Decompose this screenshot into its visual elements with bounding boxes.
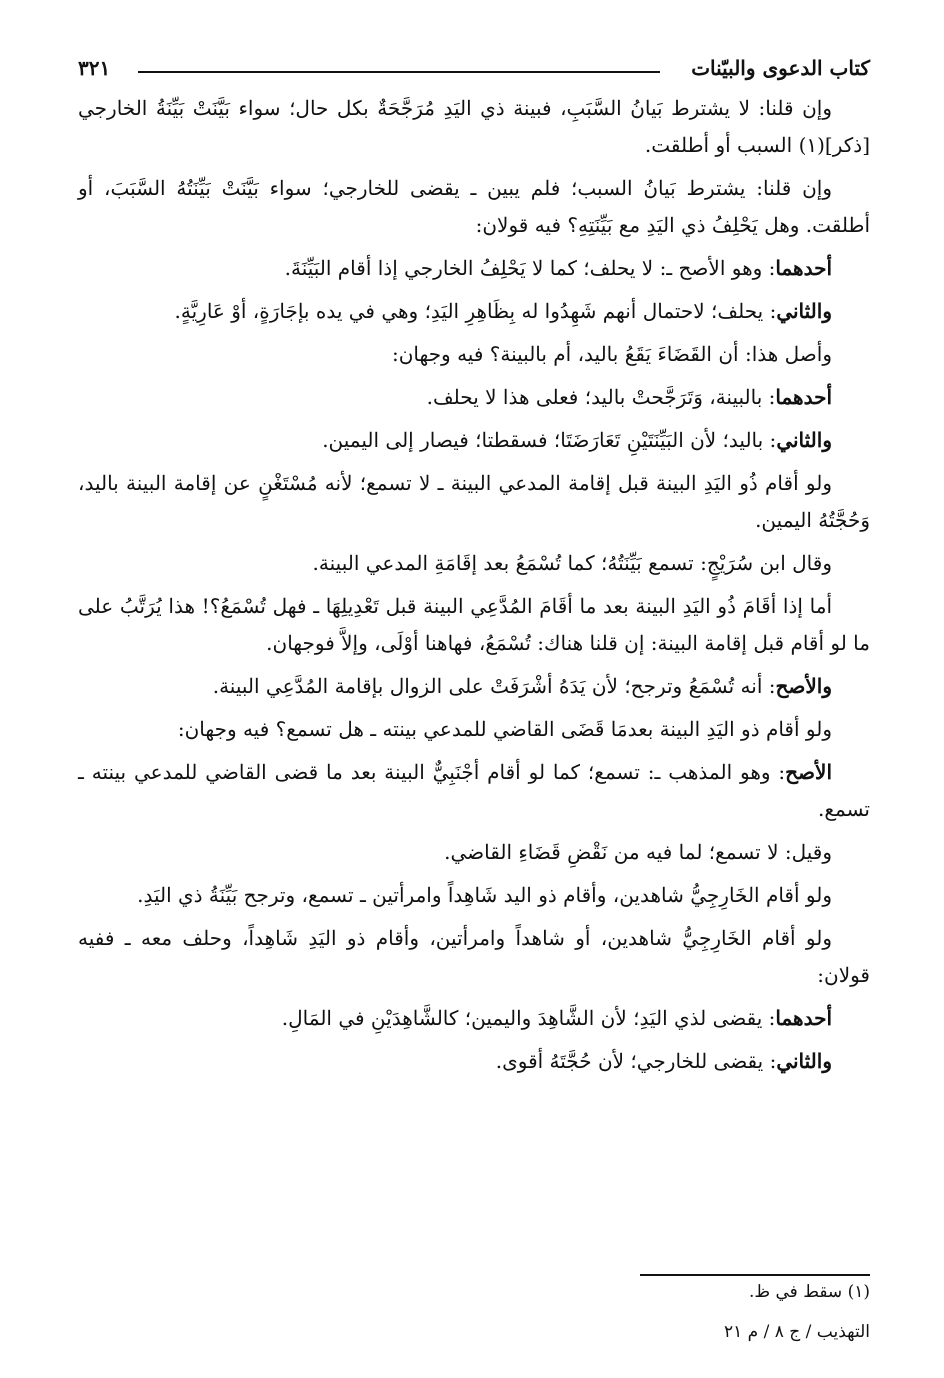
- paragraph-text: وقيل: لا تسمع؛ لما فيه من نَقْضِ قَضَاءِ القاضي.: [444, 840, 832, 864]
- paragraph: [78, 293, 870, 330]
- paragraph: [78, 379, 870, 416]
- footnote-rule: [640, 1274, 870, 1276]
- paragraph-lead: والثاني: [776, 299, 832, 323]
- paragraph-text: ولو أقام ذُو اليَدِ البينة قبل إقامة المدعي البينة ـ لا تسمع؛ لأنه مُسْتَغْنٍ عن إقامة البينة باليد، وَحُجَّتُهُ اليمين.: [78, 471, 870, 532]
- paragraph: [78, 422, 870, 459]
- paragraph: [78, 711, 870, 748]
- paragraph: [78, 250, 870, 287]
- paragraph: [78, 465, 870, 539]
- paragraph-text: : بالبينة، وَتَرَجَّحتْ باليد؛ فعلى هذا لا يحلف.: [426, 385, 776, 409]
- paragraph-text: : يقضى لذي اليَدِ؛ لأن الشَّاهِدَ واليمين؛ كالشَّاهِدَيْنِ في المَالِ.: [281, 1006, 776, 1030]
- paragraph-text: ولو أقام الخَارِجِيُّ شاهدين، وأقام ذو اليد شَاهِداً وامرأتين ـ تسمع، وترجح بَيِّنَةُ ذي اليَدِ.: [137, 883, 832, 907]
- paragraph-lead: أحدهما: [775, 1006, 832, 1030]
- paragraph-text: : يحلف؛ لاحتمال أنهم شَهِدُوا له بِظَاهِرِ اليَدِ؛ وهي في يده بإجَارَةٍ، أوْ عَارِيَّةٍ.: [174, 299, 777, 323]
- paragraph-lead: والثاني: [776, 1049, 832, 1073]
- paragraph-text: وقال ابن سُرَيْجٍ: تسمع بَيِّنَتُهُ؛ كما تُسْمَعُ بعد إقَامَةِ المدعي البينة.: [312, 551, 832, 575]
- paragraph-text: ولو أقام الخَارِجِيُّ شاهدين، أو شاهداً وامرأتين، وأقام ذو اليَدِ شَاهِداً، وحلف معه ـ ففيه قولان:: [78, 926, 870, 987]
- paragraph-lead: أحدهما: [775, 385, 832, 409]
- paragraph-text: : وهو المذهب ـ: تسمع؛ كما لو أقام أجْنَبِيٌّ البينة بعد ما قضى القاضي للمدعي بينته ـ تسمع.: [78, 760, 870, 821]
- printer-signature: التهذيب / ج ٨ / م ٢١: [723, 1322, 870, 1342]
- paragraph: [78, 834, 870, 871]
- page-number: ٣٢١: [78, 56, 111, 80]
- paragraph-text: : يقضى للخارجي؛ لأن حُجَّتَهُ أقوى.: [495, 1049, 777, 1073]
- paragraph: [78, 920, 870, 994]
- page-header: [78, 56, 870, 86]
- paragraph-text: وإن قلنا: يشترط بَيانُ السبب؛ فلم يبين ـ يقضى للخارجي؛ سواء بَيَّنَتْ بَيِّنَتُهُ السَّبَبَ، أو أطلقت. وهل يَحْلِفُ ذي اليَدِ مع بَيِّنَتِهِ؟ فيه قولان:: [78, 176, 870, 237]
- paragraph: [78, 170, 870, 244]
- book-page: [78, 0, 870, 1378]
- page-body: [78, 90, 870, 1086]
- footnote: (١) سقط في ظ.: [748, 1282, 870, 1302]
- paragraph-text: ولو أقام ذو اليَدِ البينة بعدمَا قَضَى القاضي للمدعي بينته ـ هل تسمع؟ فيه وجهان:: [177, 717, 832, 741]
- paragraph: [78, 545, 870, 582]
- paragraph-text: وإن قلنا: لا يشترط بَيانُ السَّبَبِ، فبينة ذي اليَدِ مُرَجَّحَةٌ بكل حال؛ سواء بَيَّنَتْ بَيِّنَةُ الخارجي [ذكر](١) السبب أو أطلقت.: [78, 96, 870, 157]
- paragraph: [78, 336, 870, 373]
- paragraph-lead: والأصح: [775, 674, 832, 698]
- paragraph: [78, 588, 870, 662]
- paragraph-text: وأصل هذا: أن القَضَاءَ يَقَعُ باليد، أم بالبينة؟ فيه وجهان:: [391, 342, 832, 366]
- paragraph-lead: أحدهما: [775, 256, 832, 280]
- paragraph: [78, 90, 870, 164]
- paragraph: [78, 1043, 870, 1080]
- header-rule: [138, 71, 660, 73]
- paragraph: [78, 754, 870, 828]
- paragraph-text: أما إذا أقَامَ ذُو اليَدِ البينة بعد ما أقَامَ المُدَّعِي البينة قبل تَعْدِيلِهَا ـ فهل تُسْمَعُ؟! هذا يُرَتَّبُ على ما لو أقام قبل إقامة البينة: إن قلنا هناك: تُسْمَعُ، فهاهنا أوْلَى، وإلاَّ فوجهان.: [78, 594, 870, 655]
- running-title: كتاب الدعوى والبيّنات: [691, 56, 870, 80]
- paragraph-text: : أنه تُسْمَعُ وترجح؛ لأن يَدَهُ أشْرَفَتْ على الزوال بإقامة المُدَّعِي البينة.: [212, 674, 776, 698]
- paragraph: [78, 877, 870, 914]
- paragraph-lead: والثاني: [776, 428, 832, 452]
- paragraph-lead: الأصح: [785, 760, 832, 784]
- paragraph-text: : وهو الأصح ـ: لا يحلف؛ كما لا يَحْلِفُ الخارجي إذا أقام البَيِّنَةَ.: [284, 256, 776, 280]
- paragraph: [78, 1000, 870, 1037]
- paragraph: [78, 668, 870, 705]
- paragraph-text: : باليد؛ لأن البَيِّنَتَيْنِ تَعَارَضَتَا؛ فسقطتا؛ فيصار إلى اليمين.: [322, 428, 777, 452]
